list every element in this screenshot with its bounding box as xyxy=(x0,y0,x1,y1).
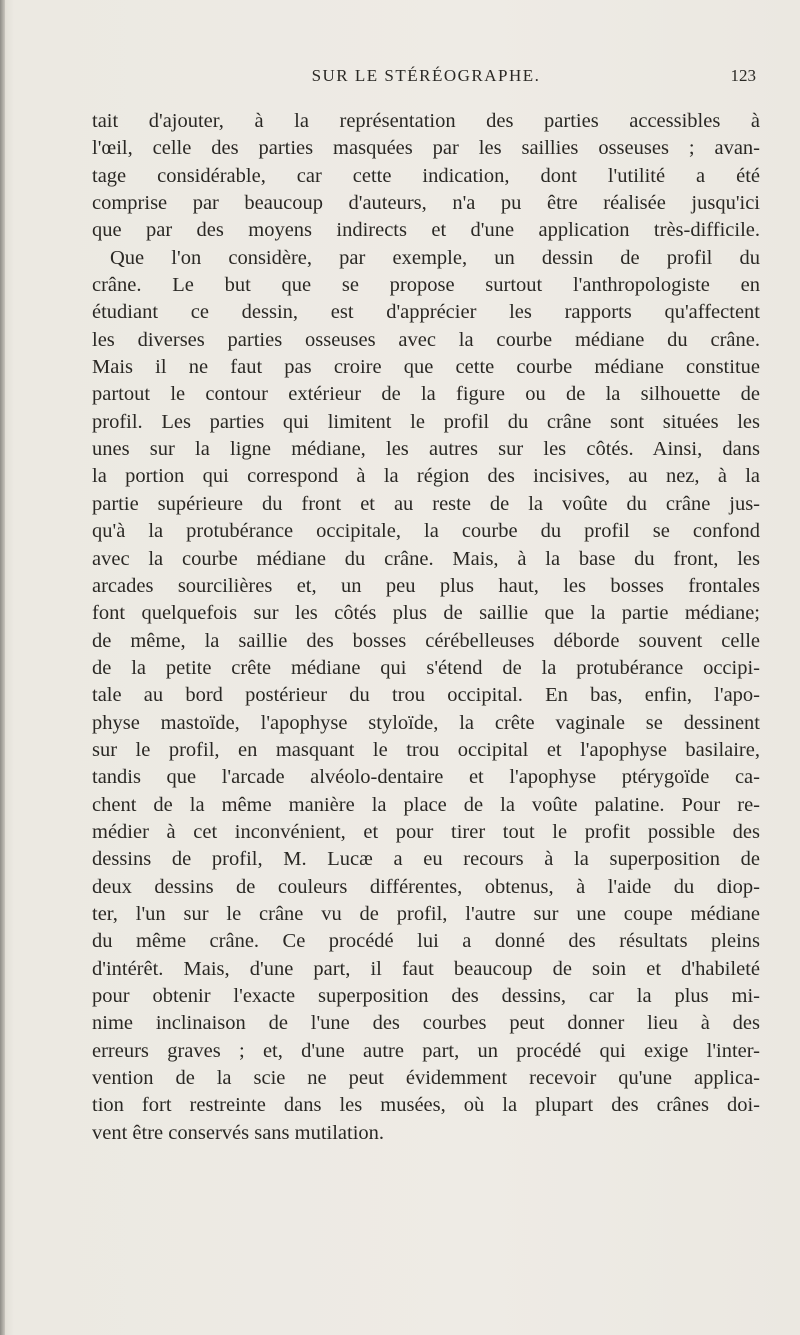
text-line: sur le profil, en masquant le trou occipital et l'apophyse basilaire, xyxy=(92,738,760,761)
text-line: nime inclinaison de l'une des courbes peut donner lieu à des xyxy=(92,1012,760,1035)
page-header xyxy=(92,62,760,92)
text-line: tage considérable, car cette indication, dont l'utilité a été xyxy=(92,164,760,187)
text-line: la portion qui correspond à la région des incisives, au nez, à la xyxy=(92,465,760,488)
text-line: tion fort restreinte dans les musées, où la plupart des crânes doi- xyxy=(92,1094,760,1117)
text-line: partie supérieure du front et au reste de la voûte du crâne jus- xyxy=(92,492,760,515)
text-line: dessins de profil, M. Lucæ a eu recours à la superposition de xyxy=(92,848,760,871)
running-title: SUR LE STÉRÉOGRAPHE. xyxy=(311,66,541,85)
text-line: tait d'ajouter, à la représentation des parties accessibles à xyxy=(92,110,760,132)
text-line: du même crâne. Ce procédé lui a donné des résultats pleins xyxy=(92,930,760,953)
text-line: pour obtenir l'exacte superposition des dessins, car la plus mi- xyxy=(92,985,760,1007)
text-line: vent être conservés sans mutilation. xyxy=(92,1121,385,1144)
text-line: d'intérêt. Mais, d'une part, il faut beaucoup de soin et d'habileté xyxy=(92,957,760,980)
page-number: 123 xyxy=(730,66,756,85)
text-line: avec la courbe médiane du crâne. Mais, à la base du front, les xyxy=(92,547,760,570)
text-line: deux dessins de couleurs différentes, obtenus, à l'aide du diop- xyxy=(92,875,760,898)
text-line: vention de la scie ne peut évidemment recevoir qu'une applica- xyxy=(92,1067,760,1090)
text-line: tale au bord postérieur du trou occipital. En bas, enfin, l'apo- xyxy=(92,684,760,707)
text-line: étudiant ce dessin, est d'apprécier les rapports qu'affectent xyxy=(92,301,760,324)
text-line: partout le contour extérieur de la figure ou de la silhouette de xyxy=(92,383,760,406)
text-line: crâne. Le but que se propose surtout l'anthropologiste en xyxy=(92,274,760,297)
text-line: qu'à la protubérance occipitale, la courbe du profil se confond xyxy=(92,520,760,543)
text-line: l'œil, celle des parties masquées par les saillies osseuses ; avan- xyxy=(92,137,760,160)
text-line: chent de la même manière la place de la voûte palatine. Pour re- xyxy=(92,793,760,816)
text-line: Que l'on considère, par exemple, un dessin de profil du xyxy=(110,246,760,269)
text-line: font quelquefois sur les côtés plus de saillie que la partie médiane; xyxy=(92,602,760,625)
text-line: ter, l'un sur le crâne vu de profil, l'autre sur une coupe médiane xyxy=(92,902,760,925)
text-line: arcades sourcilières et, un peu plus haut, les bosses frontales xyxy=(92,574,760,597)
body-text xyxy=(92,108,760,1147)
text-line: tandis que l'arcade alvéolo-dentaire et l'apophyse ptérygoïde ca- xyxy=(92,766,760,789)
text-line: de la petite crête médiane qui s'étend de la protubérance occipi- xyxy=(92,656,760,679)
text-line: physe mastoïde, l'apophyse styloïde, la crête vaginale se dessinent xyxy=(92,711,760,734)
text-line: unes sur la ligne médiane, les autres sur les côtés. Ainsi, dans xyxy=(92,438,760,461)
text-line: profil. Les parties qui limitent le profil du crâne sont situées les xyxy=(92,410,760,433)
text-line: Mais il ne faut pas croire que cette courbe médiane constitue xyxy=(92,356,760,379)
text-line: que par des moyens indirects et d'une application très-difficile. xyxy=(92,219,760,242)
text-line: les diverses parties osseuses avec la courbe médiane du crâne. xyxy=(92,328,760,351)
text-line: médier à cet inconvénient, et pour tirer tout le profit possible des xyxy=(92,820,760,843)
page-binding-edge xyxy=(0,0,5,1335)
text-line: de même, la saillie des bosses cérébelleuses déborde souvent celle xyxy=(92,629,760,652)
text-line: comprise par beaucoup d'auteurs, n'a pu être réalisée jusqu'ici xyxy=(92,192,760,215)
text-line: erreurs graves ; et, d'une autre part, un procédé qui exige l'inter- xyxy=(92,1039,760,1062)
